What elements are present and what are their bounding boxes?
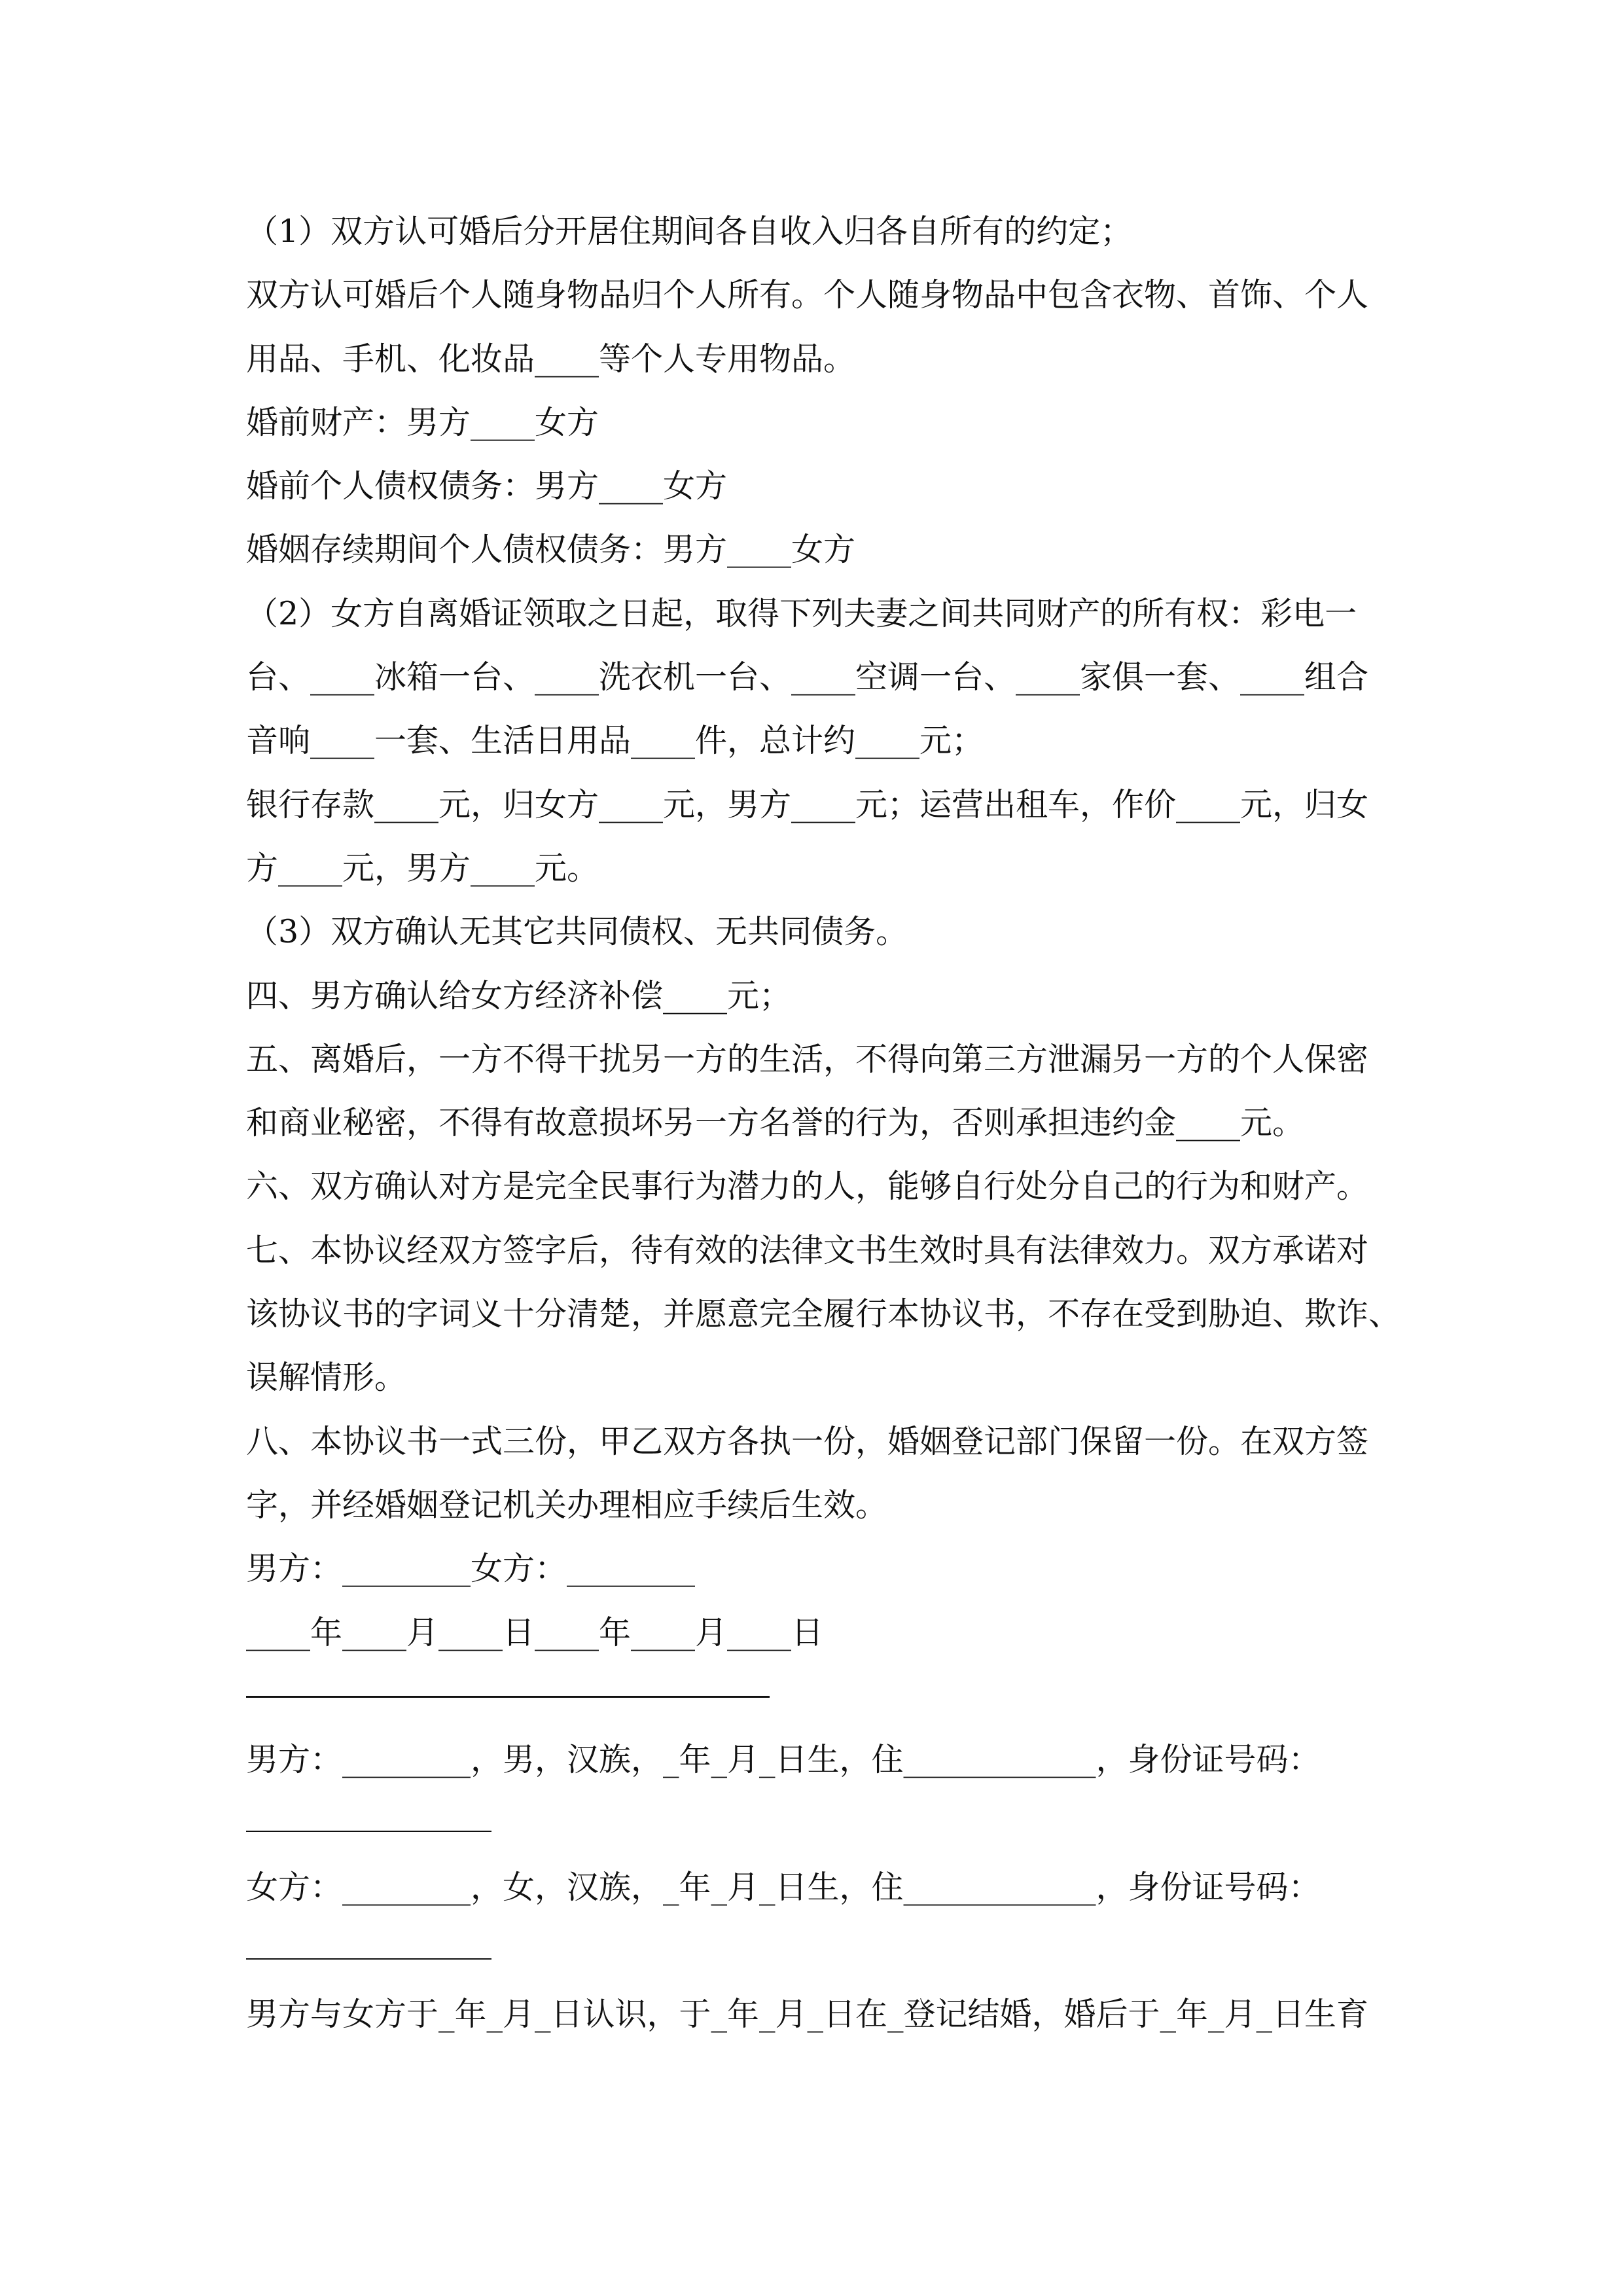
text-line: 六、双方确认对方是完全民事行为潜力的人，能够自行处分自己的行为和财产。 <box>246 1168 1369 1206</box>
date-line: ____年____月____日____年____月____日 <box>246 1613 823 1651</box>
text-line: 方____元，男方____元。 <box>246 849 599 887</box>
text-line: 男方与女方于_年_月_日认识，于_年_月_日在_登记结婚，婚后于_年_月_日生育 <box>246 1996 1369 2034</box>
text-line: 婚姻存续期间个人债权债务：男方____女方 <box>246 531 856 569</box>
text-line: 四、男方确认给女方经济补偿____元； <box>246 977 792 1014</box>
text-line: 七、本协议经双方签字后，待有效的法律文书生效时具有法律效力。双方承诺对 <box>246 1231 1369 1269</box>
id-number-blank <box>246 1919 1398 1982</box>
text-line: （3）双方确认无其它共同债权、无共同债务。 <box>246 913 908 951</box>
text-line: 误解情形。 <box>246 1359 407 1397</box>
text-line: 银行存款____元，归女方____元，男方____元；运营出租车，作价____元，归女 <box>246 785 1369 823</box>
document-page <box>246 200 1401 2047</box>
text-line: 婚前个人债权债务：男方____女方 <box>246 467 728 505</box>
male-party-info: 男方：________，男，汉族，_年_月_日生，住____________，身份证号码： <box>246 1741 1321 1779</box>
text-line: 字，并经婚姻登记机关办理相应手续后生效。 <box>246 1486 888 1524</box>
text-line: 双方认可婚后个人随身物品归个人所有。个人随身物品中包含衣物、首饰、个人 <box>246 276 1369 314</box>
text-line: 台、____冰箱一台、____洗衣机一台、____空调一台、____家俱一套、____组合 <box>246 658 1369 696</box>
text-line: 该协议书的字词义十分清楚，并愿意完全履行本协议书，不存在受到胁迫、欺诈、 <box>246 1295 1401 1333</box>
signature-line: 男方：________女方：________ <box>246 1550 696 1588</box>
text-line: 八、本协议书一式三份，甲乙双方各执一份，婚姻登记部门保留一份。在双方签 <box>246 1422 1369 1460</box>
female-party-info: 女方：________，女，汉族，_年_月_日生，住____________，身份证号码： <box>246 1868 1321 1906</box>
text-line: 和商业秘密，不得有故意损坏另一方名誉的行为，否则承担违约金____元。 <box>246 1104 1305 1142</box>
separator-rule <box>246 1664 1398 1728</box>
id-number-blank <box>246 1791 1398 1855</box>
text-line: （2）女方自离婚证领取之日起，取得下列夫妻之间共同财产的所有权：彩电一 <box>246 594 1357 632</box>
text-line: 婚前财产：男方____女方 <box>246 403 599 441</box>
text-line: 音响____一套、生活日用品____件，总计约____元； <box>246 722 984 760</box>
text-line: 用品、手机、化妆品____等个人专用物品。 <box>246 340 856 378</box>
text-line: 五、离婚后，一方不得干扰另一方的生活，不得向第三方泄漏另一方的个人保密 <box>246 1040 1369 1078</box>
text-line: （1）双方认可婚后分开居住期间各自收入归各自所有的约定； <box>246 213 1133 250</box>
